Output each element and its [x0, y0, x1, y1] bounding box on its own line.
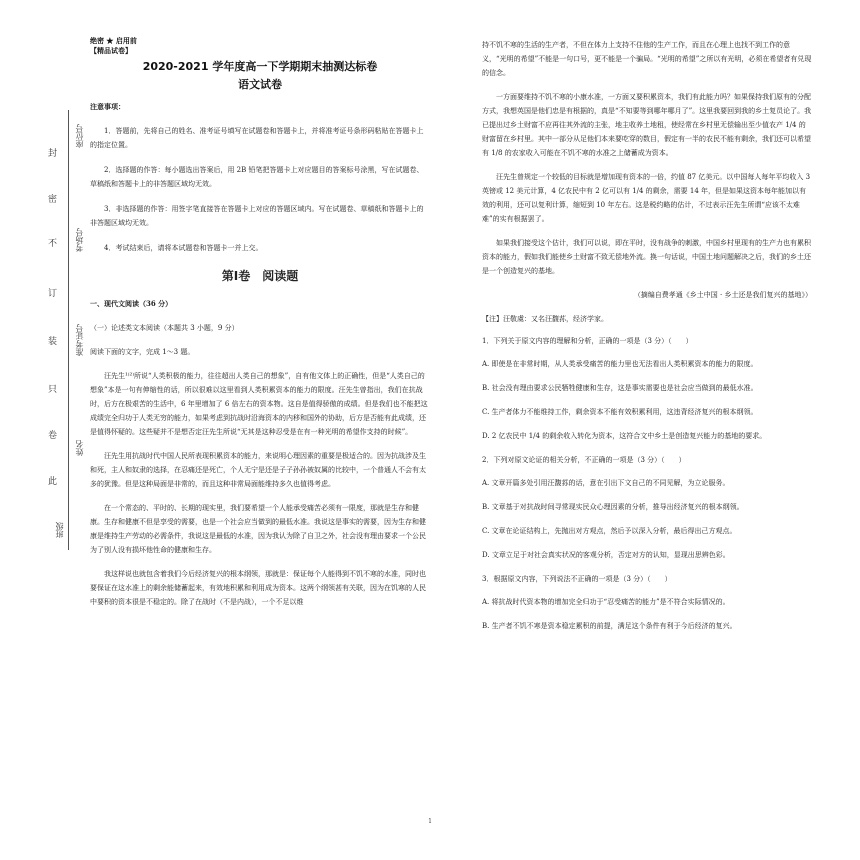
- notice-list: [90, 124, 430, 255]
- question-option: A. 文章开篇多处引用汪馥荪的话，意在引出下文自己的不同见解，为立论服务。: [482, 479, 730, 487]
- question-stem: 2．下列对原文论证的相关分析，不正确的一项是（3 分）（ ）: [482, 456, 686, 464]
- question-option: C. 生产者体力不能维持工作，剩余资本不能有效积累利用，这违背经济复兴的根本纲领。: [482, 408, 758, 416]
- passage-paragraph: 汪先生曾规定一个较低的目标就是增加现有资本的一倍，约值 87 亿美元。以中国每人每年平均收入 3 英镑或 12 美元计算，4 亿农民中有 2 亿可以有 1/4 的剩余，需要 14 年，但是如果这资本每年能加以有效的利用，还可以复利计算，缩短到 10 年左右。这是税约略的估计，不过表示汪先生所谓“应该不太难难”的实有根据罢了。: [482, 173, 811, 223]
- question-option: C. 文章在论证结构上，先抛出对方观点，然后予以深入分析，最后得出己方观点。: [482, 527, 737, 535]
- footnote: 【注】汪敬虞：又名汪馥荪，经济学家。: [482, 315, 608, 323]
- binding-line: [68, 110, 69, 550]
- label-room-number: 考场号: [75, 228, 84, 252]
- question-option: B. 生产者不饥不寒是资本稳定累积的前提，满足这个条件有利于今后经济的复兴。: [482, 622, 737, 630]
- question-option: D. 文章立足于对社会真实状况的客观分析，否定对方的认知，显现出思辨色彩。: [482, 551, 730, 559]
- question-option: B. 社会没有理由要求公民牺牲健康和生存，这是事实需要也是社会应当做到的最低水准。: [482, 384, 758, 392]
- section-heading: 一、现代文阅读（36 分）: [90, 299, 173, 308]
- subsection-heading: （一）论述类文本阅读（本题共 3 小题，9 分）: [90, 324, 239, 332]
- reading-instruction: 阅读下面的文字，完成 1～3 题。: [90, 348, 195, 356]
- notice-item: 4．考试结束后，请将本试题卷和答题卡一并上交。: [104, 244, 263, 252]
- notice-item: 1．答题前，先将自己的姓名、准考证号填写在试题卷和答题卡上，并将准考证号条形码粘贴在答题卡上的指定位置。: [90, 127, 424, 149]
- seal-char: 封: [48, 149, 58, 159]
- question-option: A. 将抗战时代资本物的增加完全归功于“忍受痛苦的能力”是不符合实际情况的。: [482, 598, 730, 606]
- question-stem: 1．下列关于原文内容的理解和分析，正确的一项是（3 分）（ ）: [482, 337, 693, 345]
- notice-heading: 注意事项：: [90, 102, 125, 111]
- question-stem: 3．根据原文内容，下列说法不正确的一项是（3 分）（ ）: [482, 575, 672, 583]
- seal-char: 订: [48, 289, 58, 299]
- page-number: 1: [428, 818, 432, 825]
- source-citation: （摘编自费孝通《乡土中国 · 乡土还是我们复兴的基地》）: [633, 291, 812, 299]
- quality-tag: 【精品试卷】: [90, 46, 132, 55]
- passage-paragraph: 汪先生¹⁾²⁾所说“人类积极的能力，往往超出人类自己的想象”，自有他文体上的正确性，但是“人类自己的想象”本是一句有伸缩性的话，所以很难以这里看到人类积累资本的能力的限度。汪先生曾指出，我们在抗战时，后方在极艰苦的生活中，6 年里增加了 6 倍左右的资本物。这自是值得骄傲的成绩。但是我们也不能把这成绩完全归功于人类无穷的能力，如果考虑到抗战时沿海资本的内移和国外的协助，后方是否能有此成绩，还是值得怀疑的。这些疑并不是想否定汪先生所说“无其是这种忍受是在有一种光明的希望作支持的时候”。: [90, 372, 428, 436]
- passage-paragraph: 汪先生用抗战时代中国人民所表现积累资本的能力，来说明心理因素的重要是极适合的。因为抗战涉及生和死，主人和奴隶的选择，在忍痛还是死亡，个人无宁是还是子子孙孙被奴属的比较中，一个普通人不会有太多的犹豫。但是这种局面是非常的，而且这种非常局面能维持多久也值得考虑。: [90, 452, 426, 488]
- question-option: D. 2 亿农民中 1/4 的剩余收入转化为资本，这符合文中乡土是创造复兴能力的基地的要求。: [482, 432, 767, 440]
- seal-char: 卷: [48, 431, 58, 441]
- exam-subtitle: 语文试卷: [238, 78, 282, 91]
- seal-char: 装: [48, 337, 58, 347]
- passage-paragraph: 持不饥不寒的生活的生产者，不但在体力上支持不住他的生产工作，而且在心理上也找不到工作的意义，“光明的希望”不能是一句口号，更不能是一个骗局。“光明的希望”之所以有光明，必须在希望者有兑现的信念。: [482, 41, 812, 77]
- left-column: [90, 100, 430, 619]
- passage-paragraph: 一方面要维持不饥不寒的小康水准，一方面又要积累资本，我们有此能力吗？如果保持我们原有的分配方式，我想英国是他们忠是有根据的，真是“不知要等到哪年哪月了”。这里我要回到我的乡土复员论了。我已提出过乡土财富不应再往其外流的主张，地主收养土地租，使经常在乡村里无偿输出至少值农产 1/4 的财富留在乡村里。其中一部分从足他们本来要吃穿的数目，假定有一半的农民不能有剩余，我们还可以希望有 1/8 的农家收入可能在不饥不寒的水准之上储蓄成为资本。: [482, 93, 812, 157]
- secret-mark: 绝密 ★ 启用前: [90, 36, 137, 45]
- binding-margin: [28, 110, 88, 570]
- question-option: B. 文章基于对抗战时间寻常现实民众心理因素的分析，推导出经济复兴的根本纲领。: [482, 503, 744, 511]
- right-column: [482, 38, 812, 645]
- part-title: 第Ⅰ卷 阅读题: [221, 269, 299, 283]
- label-seat-number: 座位号: [75, 124, 84, 148]
- exam-title: 2020-2021 学年度高一下学期期末抽测达标卷: [142, 60, 378, 73]
- seal-char: 不: [48, 239, 58, 249]
- label-name: 姓名: [75, 440, 84, 456]
- question-option: A. 即使是在非常时期，从人类承受痛苦的能力里也无法看出人类积累资本的能力的限度。: [482, 360, 758, 368]
- notice-item: 3．非选择题的作答：用签字笔直接答在答题卡上对应的答题区域内。写在试题卷、草稿纸和答题卡上的非答题区域均无效。: [90, 205, 424, 227]
- notice-item: 2．选择题的作答：每小题选出答案后，用 2B 铅笔把答题卡上对应题目的答案标号涂黑，写在试题卷、草稿纸和答题卡上的非答题区域均无效。: [90, 166, 424, 188]
- seal-char: 此: [48, 477, 58, 487]
- label-exam-number: 准考证号: [75, 324, 84, 356]
- seal-char: 只: [48, 385, 58, 395]
- passage-paragraph: 我这样说也就包含着我们今后经济复兴的根本纲领，那就是：保证每个人能得到不饥不寒的水准，同时也要保证在这水准上的剩余能储蓄起来，有效地积累和利用成为资本。这两个纲领甚有关联，因为在饥寒的人民中要积的资本很是不稳定的。除了在战时（不是内战），一个不足以维: [90, 570, 426, 606]
- passage-paragraph: 在一个常态的、平时的、长期的现实里，我们要希望一个人能承受痛苦必须有一限度，那就是生存和健康。生存和健康不但是享受的需要，也是一个社会应当做到的最低水准。我说这是事实的需要，因为生存和健康是维持生产劳动的必需条件，我说这是最低的水准，因为我认为除了自卫之外，社会没有理由要求一个公民为了别人没有损坏他性命的健康和生存。: [90, 504, 426, 554]
- label-class: 班级: [55, 522, 64, 538]
- passage-paragraph: 如果我们接受这个估计，我们可以说，即在平时，没有战争的刺激，中国乡村里现有的生产力也有累积资本的能力，假如我们能使乡土财富不致无偿地外流。换一句话说，中国土地问题解决之后，我们的乡土还是一个创造复兴的基地。: [482, 239, 811, 275]
- seal-char: 密: [48, 195, 58, 205]
